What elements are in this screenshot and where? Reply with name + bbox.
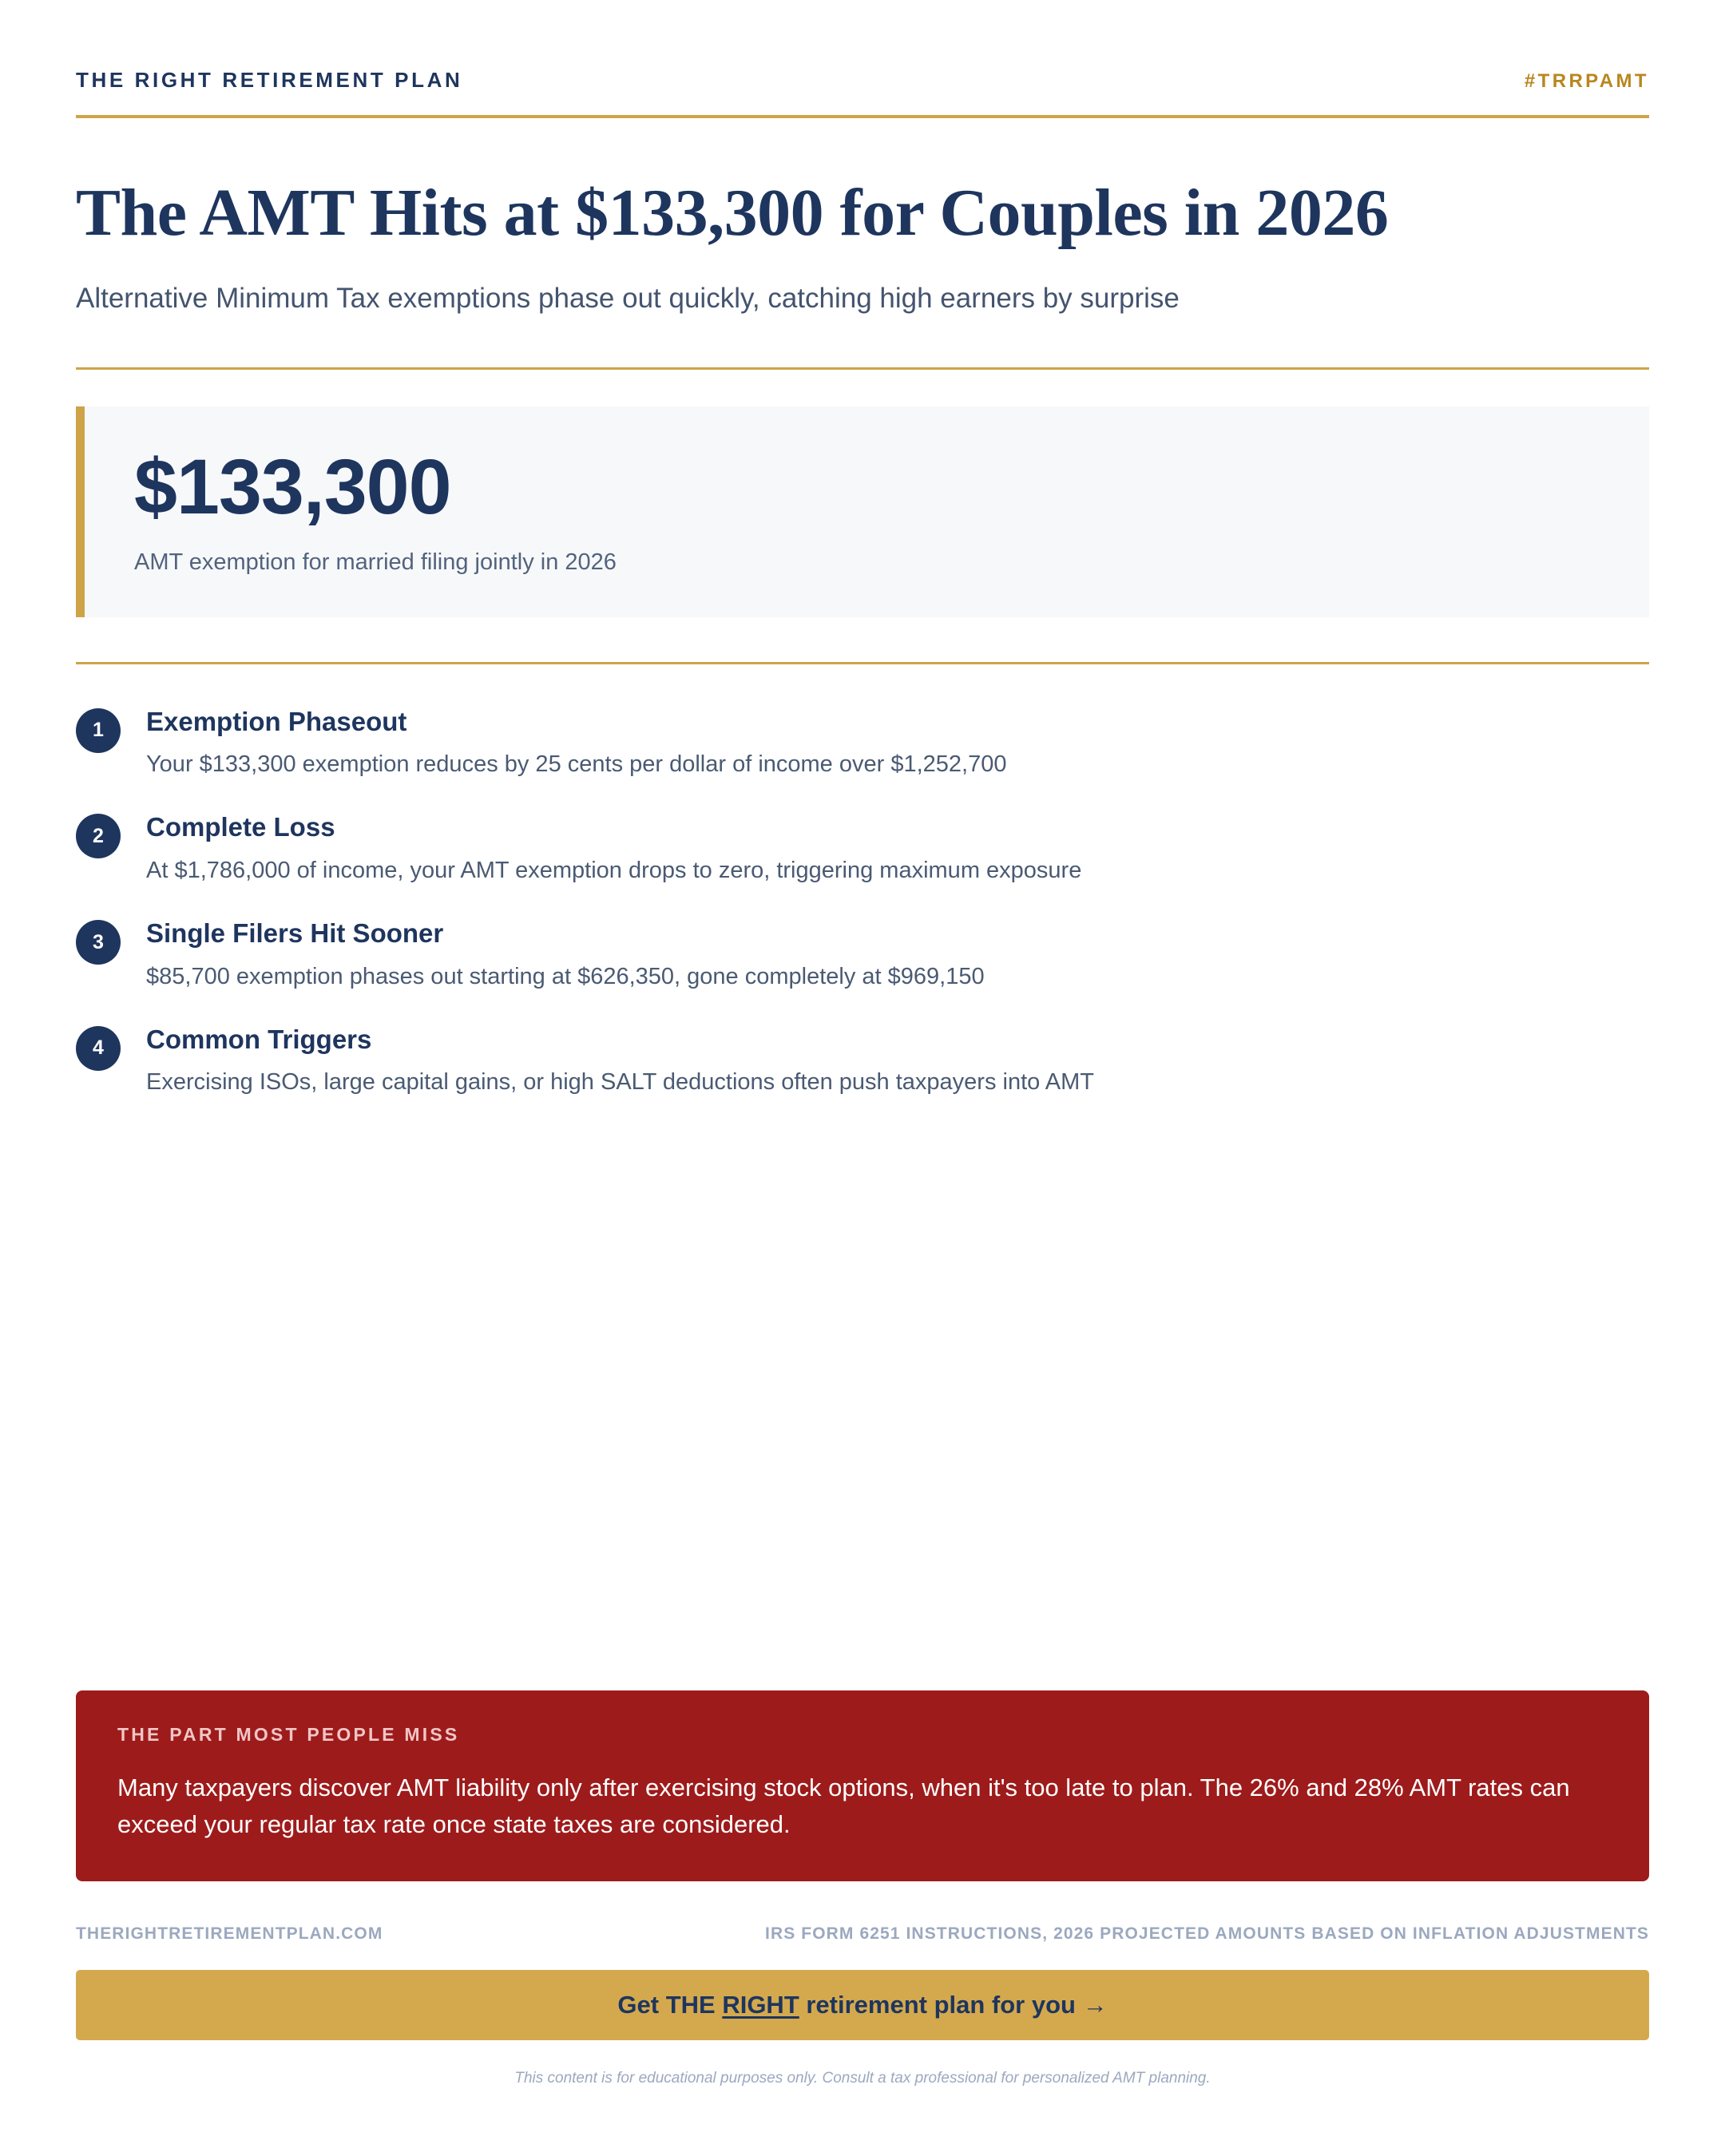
page-title: The AMT Hits at $133,300 for Couples in 2026 xyxy=(76,176,1389,250)
cta-label xyxy=(617,1991,1107,2019)
stat-label: AMT exemption for married filing jointly in 2026 xyxy=(134,549,617,575)
point-title: Complete Loss xyxy=(146,812,335,842)
point-body xyxy=(146,1024,1094,1099)
list-item xyxy=(76,917,1649,993)
header-divider xyxy=(76,115,1649,118)
stat-value: $133,300 xyxy=(134,442,451,530)
cta-emphasis: RIGHT xyxy=(722,1991,799,2019)
list-item xyxy=(76,811,1649,886)
point-description: At $1,786,000 of income, your AMT exemption drops to zero, triggering maximum exposure xyxy=(146,857,1082,883)
disclaimer-text: This content is for educational purposes only. Consult a tax professional for personalized AMT planning. xyxy=(514,2070,1211,2087)
footer-meta xyxy=(76,1924,1649,1944)
point-body xyxy=(146,706,1006,781)
point-title: Common Triggers xyxy=(146,1024,372,1054)
point-description: Exercising ISOs, large capital gains, or high SALT deductions often push taxpayers into AMT xyxy=(146,1069,1094,1096)
point-body xyxy=(146,811,1081,886)
point-number-badge: 1 xyxy=(76,708,121,753)
callout-panel xyxy=(76,1690,1649,1881)
point-description: Your $133,300 exemption reduces by 25 cents per dollar of income over $1,252,700 xyxy=(146,751,1007,778)
hero-divider xyxy=(76,367,1649,370)
point-title: Single Filers Hit Sooner xyxy=(146,918,444,949)
stat-divider xyxy=(76,662,1649,664)
header-bar xyxy=(76,0,1649,93)
point-number-badge: 2 xyxy=(76,814,121,858)
callout-text: Many taxpayers discover AMT liability only after exercising stock options, when it's too late to plan. The 26% and 28% AMT rates can exceed your regular tax rate once state taxes are considered. xyxy=(117,1774,1570,1838)
point-body xyxy=(146,917,985,993)
footer-source-note: IRS FORM 6251 INSTRUCTIONS, 2026 PROJECTED AMOUNTS BASED ON INFLATION ADJUSTMENTS xyxy=(765,1924,1649,1943)
point-number-badge: 3 xyxy=(76,920,121,965)
list-item xyxy=(76,1024,1649,1099)
point-description: $85,700 exemption phases out starting at $626,350, gone completely at $969,150 xyxy=(146,963,985,989)
footer-website[interactable]: THERIGHTRETIREMENTPLAN.COM xyxy=(76,1924,383,1943)
cta-button[interactable] xyxy=(76,1970,1649,2040)
cta-suffix: retirement plan for you → xyxy=(799,1991,1108,2019)
stat-highlight-card xyxy=(76,406,1649,617)
cta-prefix: Get THE xyxy=(617,1991,723,2019)
page-subtitle: Alternative Minimum Tax exemptions phase out quickly, catching high earners by surprise xyxy=(76,283,1180,315)
list-item xyxy=(76,706,1649,781)
key-points-list xyxy=(76,706,1649,1099)
brand-name: THE RIGHT RETIREMENT PLAN xyxy=(76,68,463,92)
point-number-badge: 4 xyxy=(76,1026,121,1071)
campaign-hashtag: #TRRPAMT xyxy=(1524,70,1649,92)
point-title: Exemption Phaseout xyxy=(146,706,407,736)
callout-kicker: THE PART MOST PEOPLE MISS xyxy=(117,1724,460,1745)
